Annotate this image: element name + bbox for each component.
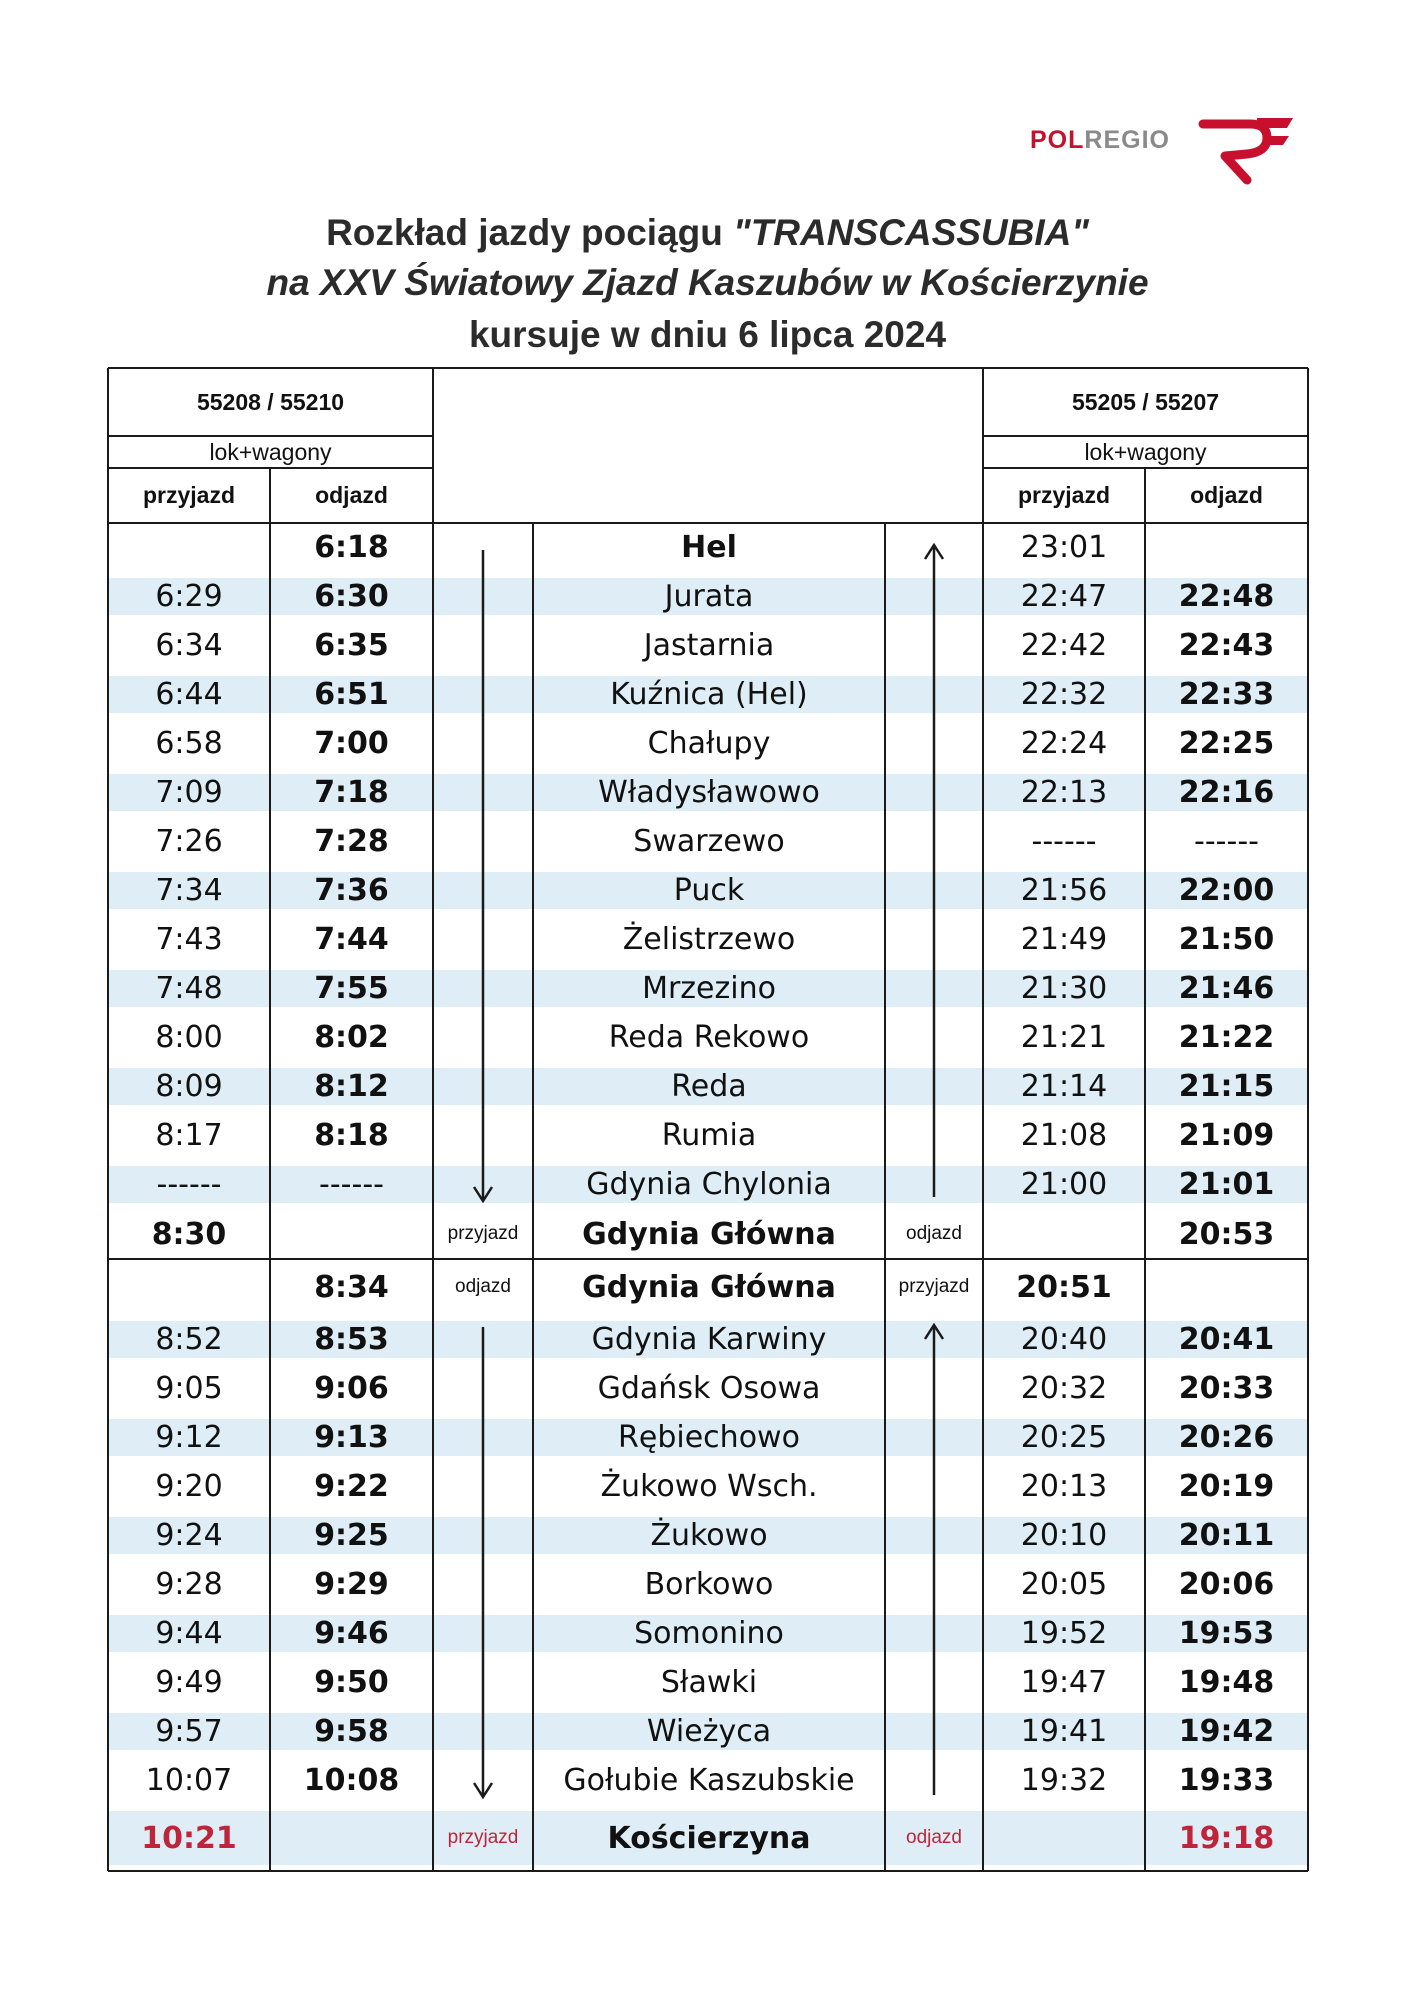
right-arrival-header: przyjazd xyxy=(1017,482,1111,508)
right-departure-time: 19:53 xyxy=(1178,1616,1275,1651)
station-name: Mrzezino xyxy=(642,971,776,1006)
down-arrow-icon xyxy=(468,548,498,1203)
left-departure-time: 6:18 xyxy=(314,530,389,565)
station-name: Kuźnica (Hel) xyxy=(610,677,808,712)
station-name: Wieżyca xyxy=(646,1714,772,1749)
station-name: Jurata xyxy=(664,579,754,614)
left-departure-time: 9:58 xyxy=(314,1714,389,1749)
logo-wordmark xyxy=(1030,126,1170,155)
right-departure-time: 21:46 xyxy=(1178,971,1275,1006)
right-departure-time: 22:00 xyxy=(1178,873,1275,908)
station-name: Żelistrzewo xyxy=(622,922,796,957)
left-departure-time: 7:55 xyxy=(314,971,389,1006)
left-departure-time: ------ xyxy=(319,1167,384,1202)
right-departure-time: 19:42 xyxy=(1178,1714,1275,1749)
left-arrival-time: 9:49 xyxy=(155,1665,223,1700)
right-arrival-time: 19:47 xyxy=(1020,1665,1108,1700)
left-arrival-time: 8:52 xyxy=(155,1322,223,1357)
station-name-gdynia: Gdynia Główna xyxy=(582,1216,836,1252)
left-arrival-time: 9:24 xyxy=(155,1518,223,1553)
left-arrival-time: 9:20 xyxy=(155,1469,223,1504)
right-departure-time xyxy=(1145,523,1308,572)
left-arrival-time: 6:29 xyxy=(155,579,223,614)
right-arrival-time: 20:05 xyxy=(1020,1567,1108,1602)
right-arrival-time: 21:49 xyxy=(1020,922,1108,957)
right-arrival-time: 22:13 xyxy=(1020,775,1108,810)
left-departure-time: 7:00 xyxy=(314,726,389,761)
left-departure-time: 7:44 xyxy=(314,922,389,957)
right-departure-time: 20:11 xyxy=(1178,1518,1275,1553)
right-arrival-time: 21:08 xyxy=(1020,1118,1108,1153)
right-arrival-time: 22:47 xyxy=(1020,579,1108,614)
left-arrival-time: 6:58 xyxy=(155,726,223,761)
right-arrival-time: 19:32 xyxy=(1020,1763,1108,1798)
right-arrival-time: ------ xyxy=(1031,824,1097,859)
station-name: Gdynia Chylonia xyxy=(586,1167,832,1202)
left-departure-time: 9:13 xyxy=(314,1420,389,1455)
left-arrival-time xyxy=(108,523,270,572)
right-departure-time: 21:09 xyxy=(1178,1118,1275,1153)
station-name: Reda xyxy=(671,1069,747,1104)
title-line-2: na XXV Światowy Zjazd Kaszubów w Kościerzynie xyxy=(266,262,1149,303)
station-name: Chałupy xyxy=(647,726,771,761)
gdynia-arrival-time: 8:30 xyxy=(151,1216,227,1252)
left-departure-time: 9:46 xyxy=(314,1616,389,1651)
left-departure-time: 6:35 xyxy=(314,628,389,663)
right-arrival-time: 19:52 xyxy=(1020,1616,1108,1651)
left-train-number: 55208 / 55210 xyxy=(196,388,345,415)
left-arrival-time: 8:00 xyxy=(155,1020,223,1055)
right-departure-time: 22:48 xyxy=(1178,579,1275,614)
final-departure-label: odjazd xyxy=(906,1827,962,1848)
right-arrival-time: 20:40 xyxy=(1020,1322,1108,1357)
station-name: Sławki xyxy=(660,1665,758,1700)
left-departure-time: 8:53 xyxy=(314,1322,389,1357)
station-name: Żukowo Wsch. xyxy=(600,1469,818,1504)
title-prefix: Rozkład jazdy pociągu xyxy=(326,212,734,253)
down-arrow-icon xyxy=(468,1325,498,1799)
right-departure-time: 22:43 xyxy=(1178,628,1275,663)
left-arrival-time: 7:09 xyxy=(155,775,223,810)
left-arrival-time: 9:05 xyxy=(155,1371,223,1406)
left-arrival-time: 7:48 xyxy=(155,971,223,1006)
right-departure-time: 20:26 xyxy=(1178,1420,1275,1455)
station-name: Gołubie Kaszubskie xyxy=(563,1763,855,1798)
right-composition: lok+wagony xyxy=(1084,438,1207,465)
left-arrival-time: 7:26 xyxy=(155,824,223,859)
up-arrow-icon xyxy=(919,543,949,1199)
gdynia-return-departure-time: 20:53 xyxy=(1178,1216,1275,1252)
right-arrival-time: 21:56 xyxy=(1020,873,1108,908)
left-arrival-time: ------ xyxy=(156,1167,222,1202)
right-arrival-time: 22:32 xyxy=(1020,677,1108,712)
right-arrival-time: 22:24 xyxy=(1020,726,1108,761)
title-line-1 xyxy=(0,212,1415,254)
left-departure-time: 9:25 xyxy=(314,1518,389,1553)
gdynia-return-arrival-time: 20:51 xyxy=(1016,1269,1112,1305)
left-departure-time: 6:51 xyxy=(314,677,389,712)
polregio-mark-icon xyxy=(1195,108,1295,188)
right-arrival-time: 20:25 xyxy=(1020,1420,1108,1455)
left-arrival-time: 8:09 xyxy=(155,1069,223,1104)
right-departure-time: 20:06 xyxy=(1178,1567,1275,1602)
station-name: Gdańsk Osowa xyxy=(597,1371,821,1406)
left-arrival-time: 7:34 xyxy=(155,873,223,908)
station-name: Borkowo xyxy=(644,1567,774,1602)
left-departure-time: 6:30 xyxy=(314,579,389,614)
gdynia-return-arrival-label: przyjazd xyxy=(898,1276,970,1297)
right-arrival-time: 21:14 xyxy=(1020,1069,1108,1104)
right-departure-time: 21:01 xyxy=(1178,1167,1275,1202)
right-departure-time: 21:50 xyxy=(1178,922,1275,957)
left-departure-time: 8:18 xyxy=(314,1118,389,1153)
right-departure-time: 21:22 xyxy=(1178,1020,1275,1055)
gdynia-departure-time: 8:34 xyxy=(314,1269,389,1305)
left-arrival-time: 9:28 xyxy=(155,1567,223,1602)
final-arrival-time: 10:21 xyxy=(141,1820,237,1856)
station-name-final: Kościerzyna xyxy=(607,1820,811,1856)
final-arrival-label: przyjazd xyxy=(447,1827,519,1848)
left-departure-time: 9:06 xyxy=(314,1371,389,1406)
right-arrival-time: 23:01 xyxy=(1020,530,1108,565)
right-departure-time: 22:25 xyxy=(1178,726,1275,761)
left-composition: lok+wagony xyxy=(209,438,332,465)
left-departure-time: 10:08 xyxy=(303,1763,400,1798)
left-departure-time: 8:02 xyxy=(314,1020,389,1055)
right-train-number: 55205 / 55207 xyxy=(1071,388,1220,415)
left-arrival-header: przyjazd xyxy=(142,482,236,508)
right-departure-time: 20:19 xyxy=(1178,1469,1275,1504)
left-arrival-time: 9:44 xyxy=(155,1616,223,1651)
left-departure-time: 7:28 xyxy=(314,824,389,859)
left-arrival-time: 6:34 xyxy=(155,628,223,663)
right-arrival-time: 20:10 xyxy=(1020,1518,1108,1553)
right-departure-time: 21:15 xyxy=(1178,1069,1275,1104)
left-arrival-time: 6:44 xyxy=(155,677,223,712)
station-name: Hel xyxy=(681,530,737,565)
right-departure-time: 20:33 xyxy=(1178,1371,1275,1406)
right-departure-time: 19:33 xyxy=(1178,1763,1275,1798)
polregio-logo xyxy=(1010,108,1300,188)
right-arrival-time: 21:00 xyxy=(1020,1167,1108,1202)
left-arrival-time: 9:57 xyxy=(155,1714,223,1749)
timetable xyxy=(108,368,1308,1871)
station-name: Swarzewo xyxy=(633,824,785,859)
right-arrival-time: 19:41 xyxy=(1020,1714,1108,1749)
right-departure-time: 22:16 xyxy=(1178,775,1275,810)
left-arrival-time: 10:07 xyxy=(145,1763,233,1798)
station-name: Gdynia Karwiny xyxy=(591,1322,827,1357)
left-arrival-time: 9:12 xyxy=(155,1420,223,1455)
right-departure-header: odjazd xyxy=(1190,482,1263,508)
station-name: Reda Rekowo xyxy=(608,1020,810,1055)
station-name: Jastarnia xyxy=(643,628,775,663)
right-arrival-time: 21:21 xyxy=(1020,1020,1108,1055)
station-name: Puck xyxy=(673,873,745,908)
station-name: Somonino xyxy=(634,1616,784,1651)
station-name: Władysławowo xyxy=(598,775,820,810)
right-departure-time: 22:33 xyxy=(1178,677,1275,712)
left-arrival-time: 7:43 xyxy=(155,922,223,957)
right-arrival-time: 21:30 xyxy=(1020,971,1108,1006)
left-departure-time: 7:18 xyxy=(314,775,389,810)
right-arrival-time: 20:13 xyxy=(1020,1469,1108,1504)
station-name: Żukowo xyxy=(650,1518,768,1553)
left-arrival-time: 8:17 xyxy=(155,1118,223,1153)
title-line-3: kursuje w dniu 6 lipca 2024 xyxy=(468,314,947,355)
left-departure-time: 8:12 xyxy=(314,1069,389,1104)
right-departure-time: 20:41 xyxy=(1178,1322,1275,1357)
station-name: Rębiechowo xyxy=(618,1420,800,1455)
logo-text-regio: REGIO xyxy=(1084,126,1170,154)
left-departure-time: 9:22 xyxy=(314,1469,389,1504)
right-arrival-time: 22:42 xyxy=(1020,628,1108,663)
gdynia-return-departure-label: odjazd xyxy=(906,1223,962,1244)
right-departure-time: 19:48 xyxy=(1178,1665,1275,1700)
station-name-gdynia: Gdynia Główna xyxy=(582,1269,836,1305)
logo-text-pol: POL xyxy=(1030,126,1085,154)
title-train-name: "TRANSCASSUBIA" xyxy=(733,212,1089,253)
gdynia-departure-label: odjazd xyxy=(455,1276,511,1297)
right-arrival-time: 20:32 xyxy=(1020,1371,1108,1406)
right-departure-time: ------ xyxy=(1194,824,1259,859)
station-name: Rumia xyxy=(661,1118,757,1153)
left-departure-time: 7:36 xyxy=(314,873,389,908)
left-departure-time: 9:29 xyxy=(314,1567,389,1602)
up-arrow-icon xyxy=(919,1323,949,1797)
final-departure-time: 19:18 xyxy=(1178,1820,1275,1856)
left-departure-time: 9:50 xyxy=(314,1665,389,1700)
gdynia-arrival-label: przyjazd xyxy=(447,1223,519,1244)
left-departure-header: odjazd xyxy=(315,482,388,508)
